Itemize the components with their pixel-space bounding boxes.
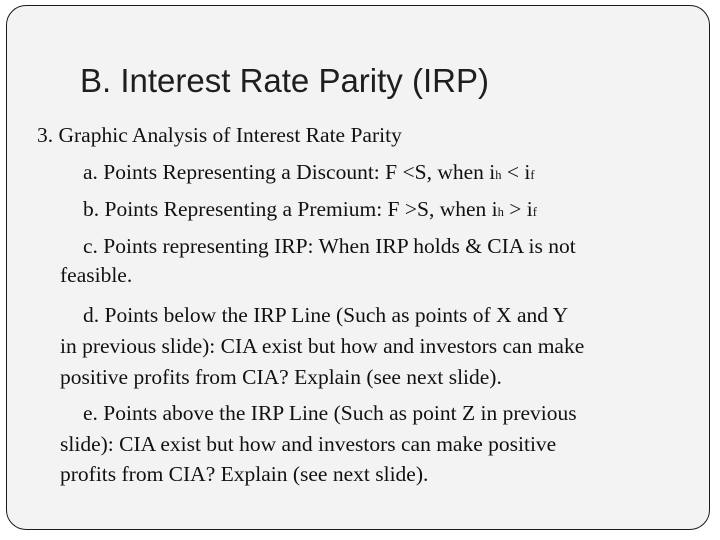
item-b-comparison: > i (503, 197, 533, 221)
item-d-line-1: d. Points below the IRP Line (Such as points of X and Y (83, 303, 569, 327)
item-a (83, 162, 535, 184)
item-e-line-2: slide): CIA exist but how and investors can make positive (60, 432, 557, 456)
item-d-line-3: positive profits from CIA? Explain (see next slide). (60, 365, 502, 389)
item-a-subscript-f: f (530, 168, 535, 182)
slide-title: B. Interest Rate Parity (IRP) (80, 62, 489, 99)
item-a-text: a. Points Representing a Discount: F <S, when i (83, 160, 496, 184)
section-heading: 3. Graphic Analysis of Interest Rate Parity (37, 123, 402, 147)
item-c-line-2: feasible. (60, 263, 133, 287)
item-a-comparison: < i (501, 160, 531, 184)
item-c-line-1: c. Points representing IRP: When IRP holds & CIA is not (83, 234, 576, 258)
item-e-line-3: profits from CIA? Explain (see next slide). (60, 462, 429, 486)
item-b (83, 199, 537, 221)
item-b-subscript-f: f (532, 205, 537, 219)
item-b-text: b. Points Representing a Premium: F >S, when i (83, 197, 498, 221)
item-d-line-2: in previous slide): CIA exist but how and investors can make (60, 334, 585, 358)
item-a-subscript-h: h (495, 168, 502, 182)
item-e-line-1: e. Points above the IRP Line (Such as point Z in previous (83, 401, 577, 425)
item-b-subscript-h: h (497, 205, 504, 219)
